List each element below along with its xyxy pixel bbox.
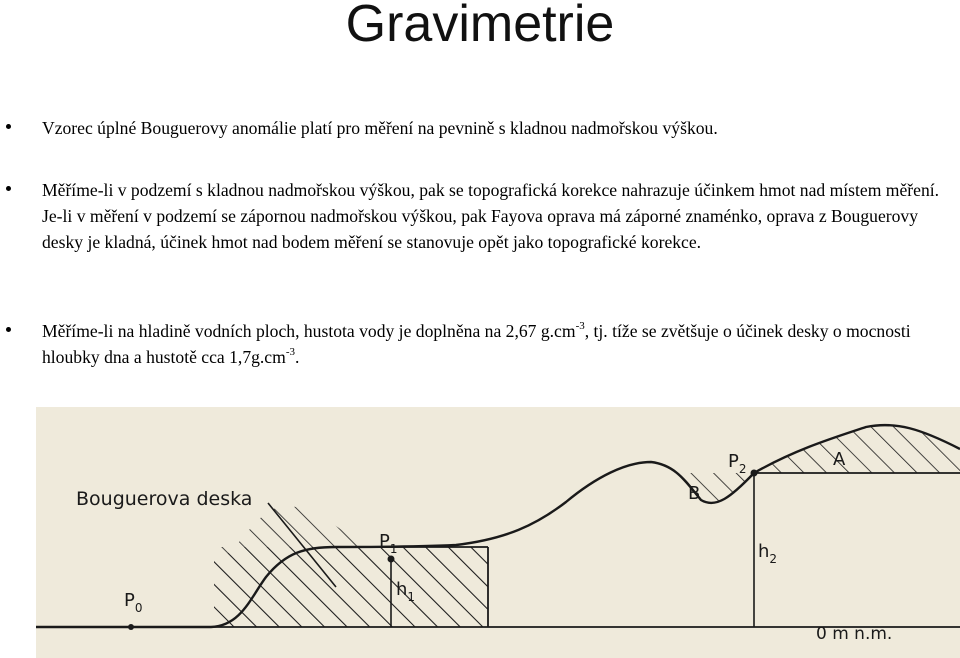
label-area-b: B <box>688 483 701 504</box>
page-title: Gravimetrie <box>345 0 615 53</box>
point-p1 <box>388 556 395 563</box>
diagram-svg <box>36 407 960 658</box>
bullet-text-1: Vzorec úplné Bouguerovy anomálie platí pro měření na pevnině s kladnou nadmořskou výškou. <box>42 118 718 138</box>
unit-exponent: -3 <box>285 346 295 359</box>
region-a-hatch <box>754 425 960 473</box>
label-datum: 0 m n.m. <box>816 624 893 644</box>
bouguer-plate-label: Bouguerova deska <box>76 488 253 510</box>
bullet-dot <box>6 186 11 191</box>
bullet-text-3-part2: , tj. tíže se zvětšuje o účinek desky o mocnosti hloubky dna a hustotě cca 1,7g.cm <box>42 321 911 367</box>
bullet-dot <box>6 327 11 332</box>
unit-exponent: -3 <box>575 320 585 333</box>
bullet-text-3-part1: Měříme-li na hladině vodních ploch, hustota vody je doplněna na 2,67 g.cm <box>42 321 576 341</box>
point-p2 <box>751 470 758 477</box>
bullet-text-3 <box>42 318 960 370</box>
label-h1: $h_1$ <box>396 579 416 604</box>
label-h2: $h_2$ <box>758 541 778 566</box>
bullet-text-2: Měříme-li v podzemí s kladnou nadmořskou výškou, pak se topografická korekce nahrazuje účinkem hmot nad místem měření. Je-li v měření v podzemí se zápornou nadmořskou výškou, pak Fayova oprava má záporné znaménko, oprava z Bouguerovy desky je kladná, účinek hmot nad bodem měření se stanovuje opět jako topografické korekce. <box>42 180 940 252</box>
bullet-text-3-part3: . <box>294 347 300 367</box>
bouguer-diagram <box>36 407 960 658</box>
bullet-dot <box>6 124 11 129</box>
point-p0 <box>128 624 134 630</box>
label-p1: $P_1$ <box>379 531 398 556</box>
label-p0: $P_0$ <box>124 590 143 615</box>
bouguer-plate-band <box>214 547 488 627</box>
label-p2: $P_2$ <box>728 451 747 476</box>
label-area-a: A <box>833 449 846 470</box>
